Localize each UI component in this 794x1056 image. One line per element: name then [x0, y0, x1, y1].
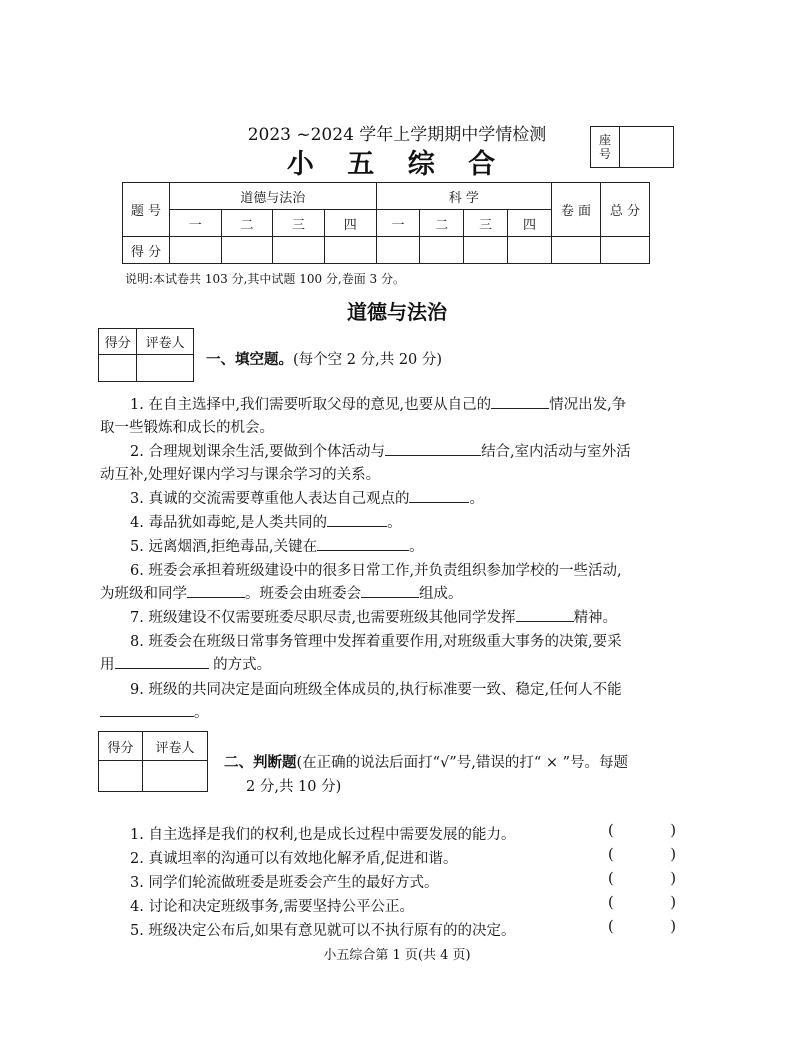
- section-title: 道德与法治: [347, 300, 447, 324]
- score-cell[interactable]: [221, 237, 273, 264]
- group-header-morality: 道德与法治: [170, 183, 377, 210]
- seat-label-char-1: 座: [598, 133, 611, 147]
- part2-heading-note: (在正确的说法后面打“√”号,错误的打“ × ”号。每题: [296, 755, 629, 771]
- sub-col: 二: [420, 210, 464, 237]
- grader-score-label: 得分: [99, 329, 137, 355]
- sub-col: 二: [221, 210, 273, 237]
- answer-blank[interactable]: [100, 702, 194, 717]
- score-cell[interactable]: [273, 237, 325, 264]
- sub-col: 一: [170, 210, 222, 237]
- grader-name-cell[interactable]: [137, 355, 194, 382]
- sub-col: 四: [508, 210, 552, 237]
- score-cell[interactable]: [376, 237, 420, 264]
- answer-blank[interactable]: [361, 583, 419, 598]
- seat-number-label: [591, 127, 620, 167]
- sub-col: 四: [324, 210, 376, 237]
- fill-question-1: 1. 在自主选择中,我们需要听取父母的意见,也要从自己的 情况出发,争 取一些锻炼和成长的机会。: [100, 394, 676, 440]
- score-row-label: 得 分: [123, 237, 170, 264]
- neatness-header: 卷 面: [552, 183, 601, 237]
- score-cell[interactable]: [420, 237, 464, 264]
- fill-question-8: 8. 班委会在班级日常事务管理中发挥着重要作用,对班级重大事务的决策,要采 用 的方式。: [100, 634, 622, 673]
- fill-question-7: 7. 班级建设不仅需要班委尽职尽责,也需要班级其他同学发挥 精神。: [100, 607, 676, 630]
- score-summary-table: [122, 182, 650, 264]
- answer-blank[interactable]: [385, 441, 481, 456]
- sub-col: 三: [273, 210, 325, 237]
- sub-col: 一: [376, 210, 420, 237]
- page-footer: 小五综合第 1 页(共 4 页): [323, 948, 471, 963]
- grader-name-label: 评卷人: [142, 732, 207, 761]
- paper-title: 小 五 综 合: [286, 149, 508, 180]
- grader-name-label: 评卷人: [137, 329, 194, 355]
- part2-heading: [224, 751, 676, 799]
- score-cell[interactable]: [464, 237, 508, 264]
- score-cell[interactable]: [324, 237, 376, 264]
- seat-number-box: [590, 126, 674, 168]
- answer-parentheses[interactable]: ( ): [608, 847, 676, 863]
- judge-question-1: 1. 自主选择是我们的权利,也是成长过程中需要发展的能力。 ( ): [130, 823, 676, 843]
- score-cell[interactable]: [508, 237, 552, 264]
- score-cell[interactable]: [170, 237, 222, 264]
- judge-question-4: 4. 讨论和决定班级事务,需要坚持公平公正。 ( ): [130, 895, 676, 915]
- exam-title: 2023 ~2024 学年上学期期中学情检测: [247, 125, 547, 145]
- exam-note: 说明:本试卷共 103 分,其中试题 100 分,卷面 3 分。: [125, 272, 406, 286]
- answer-parentheses[interactable]: ( ): [608, 823, 676, 839]
- part2-heading-note-2: 2 分,共 10 分): [246, 779, 342, 795]
- answer-blank[interactable]: [187, 583, 245, 598]
- grader-score-cell[interactable]: [99, 355, 137, 382]
- fill-question-3: 3. 真诚的交流需要尊重他人表达自己观点的 。: [100, 488, 676, 511]
- question-number-header: 题 号: [123, 183, 170, 237]
- score-cell[interactable]: [552, 237, 601, 264]
- answer-blank[interactable]: [516, 607, 574, 622]
- total-header: 总 分: [601, 183, 650, 237]
- answer-parentheses[interactable]: ( ): [608, 895, 676, 911]
- answer-parentheses[interactable]: ( ): [608, 919, 676, 935]
- grader-name-cell[interactable]: [142, 761, 207, 792]
- grader-score-label: 得分: [99, 732, 143, 761]
- part1-heading: [206, 348, 442, 369]
- sub-col: 三: [464, 210, 508, 237]
- fill-question-4: 4. 毒品犹如毒蛇,是人类共同的 。: [100, 512, 676, 535]
- group-header-science: 科 学: [376, 183, 551, 210]
- fill-question-9: 9. 班级的共同决定是面向班级全体成员的,执行标准要一致、稳定,任何人不能 。: [100, 679, 676, 725]
- grader-score-cell[interactable]: [99, 761, 143, 792]
- judge-question-5: 5. 班级决定公布后,如果有意见就可以不执行原有的的决定。 ( ): [130, 919, 676, 939]
- part1-heading-note: (每个空 2 分,共 20 分): [293, 352, 443, 368]
- answer-blank[interactable]: [327, 512, 387, 527]
- grader-box-part2: [98, 731, 208, 792]
- grader-box-part1: [98, 328, 194, 382]
- fill-question-6: 6. 班委会承担着班级建设中的很多日常工作,并负责组织参加学校的一些活动, 为班级和同学 。班委会由班委会 组成。: [100, 563, 622, 602]
- answer-blank[interactable]: [491, 394, 549, 409]
- answer-blank[interactable]: [409, 488, 469, 503]
- answer-blank[interactable]: [115, 654, 209, 669]
- score-cell[interactable]: [601, 237, 650, 264]
- fill-question-5: 5. 远离烟酒,拒绝毒品,关键在 。: [100, 536, 676, 559]
- fill-question-2: 2. 合理规划课余生活,要做到个体活动与 结合,室内活动与室外活 动互补,处理好课内学习与课余学习的关系。: [100, 441, 676, 487]
- judge-question-3: 3. 同学们轮流做班委是班委会产生的最好方式。 ( ): [130, 871, 676, 891]
- part2-heading-text: 二、判断题: [224, 754, 297, 771]
- seat-label-char-2: 号: [598, 147, 611, 161]
- part1-heading-text: 一、填空题。: [206, 351, 293, 368]
- judge-question-2: 2. 真诚坦率的沟通可以有效地化解矛盾,促进和谐。 ( ): [130, 847, 676, 867]
- answer-blank[interactable]: [317, 536, 409, 551]
- answer-parentheses[interactable]: ( ): [608, 871, 676, 887]
